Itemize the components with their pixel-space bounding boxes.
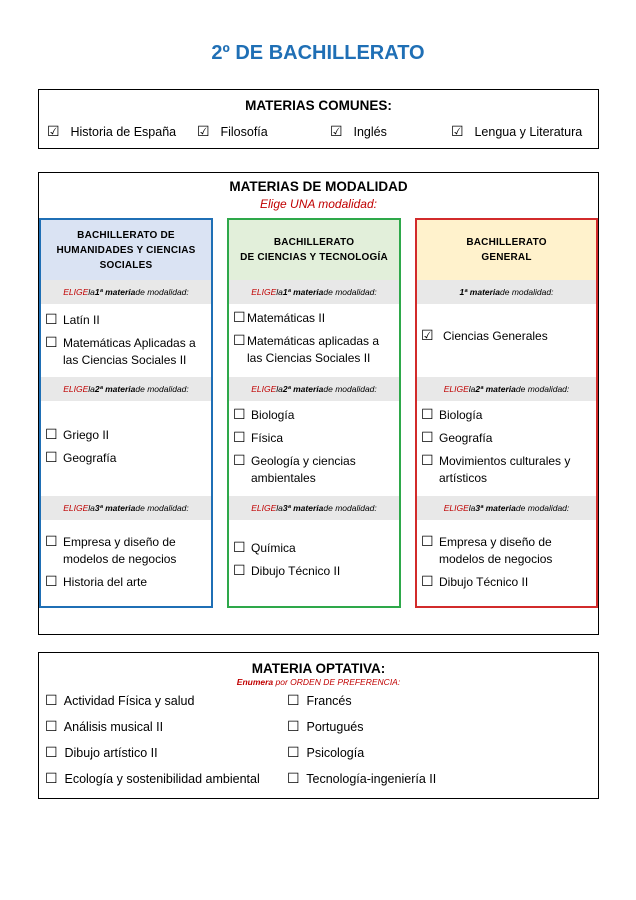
option-fisica[interactable]: ☐ Física [233, 430, 284, 446]
option-movimientos-culturales[interactable]: ☐ Movimientos culturales y artísticos [421, 453, 571, 485]
checkbox-icon[interactable]: ☐ [421, 453, 434, 469]
checkbox-icon[interactable]: ☐ [287, 693, 300, 709]
option-dibujo-tecnico[interactable]: ☐ Dibujo Técnico II [233, 563, 341, 579]
option-matematicas-aplicadas-cs[interactable]: ☐ Matemáticas aplicadas a las Ciencias Sociales II [233, 333, 380, 365]
option-historia-arte[interactable]: ☐ Historia del arte [45, 574, 148, 590]
option-griego[interactable]: ☐ Griego II [45, 427, 110, 443]
optativa-left-3[interactable]: ☐ Ecología y sostenibilidad ambiental [45, 771, 260, 787]
option-matematicas-aplicadas[interactable]: ☐ Matemáticas Aplicadas a las Ciencias Sociales II [45, 335, 196, 367]
modalidad-subtitle: Elige UNA modalidad: [260, 197, 377, 211]
materias-modalidad-box [38, 172, 599, 635]
option-ciencias-generales[interactable]: ☑ Ciencias Generales [421, 328, 548, 344]
option-biologia-general[interactable]: ☐ Biología [421, 407, 483, 423]
materias-comunes-heading: MATERIAS COMUNES: [245, 98, 392, 113]
checkbox-icon[interactable]: ☐ [421, 407, 434, 423]
band-segunda-materia: ELIGE la 2ª materia de modalidad: [41, 377, 211, 401]
column-humanidades-header: BACHILLERATO DE HUMANIDADES Y CIENCIAS SOCIALES [41, 220, 211, 280]
checkbox-icon[interactable]: ☐ [233, 430, 246, 446]
materia-optativa-heading: MATERIA OPTATIVA: [251, 661, 386, 676]
band-tercera-materia: ELIGE la 3ª materia de modalidad: [41, 496, 211, 520]
option-biologia[interactable]: ☐ Biología [233, 407, 295, 423]
checkbox-icon[interactable]: ☐ [233, 407, 246, 423]
option-empresa-general[interactable]: ☐ Empresa y diseño de modelos de negocios [421, 534, 553, 566]
optativa-left-0[interactable]: ☐ Actividad Física y salud [45, 693, 195, 709]
checkbox-icon[interactable]: ☐ [233, 540, 246, 556]
option-geografia[interactable]: ☐ Geografía [45, 450, 117, 466]
column-humanidades [39, 218, 213, 608]
option-geologia[interactable]: ☐ Geología y ciencias ambientales [233, 453, 356, 485]
checkbox-icon[interactable]: ☐ [45, 450, 58, 466]
page-title: 2º DE BACHILLERATO [211, 42, 425, 64]
checkbox-icon[interactable]: ☐ [45, 574, 58, 590]
optativa-right-1[interactable]: ☐ Portugués [287, 719, 364, 735]
materias-modalidad-heading: MATERIAS DE MODALIDAD [229, 179, 408, 194]
band-primera-materia: 1ª materia de modalidad: [417, 280, 596, 304]
checkbox-icon[interactable]: ☐ [45, 745, 58, 761]
checkbox-icon[interactable]: ☐ [287, 771, 300, 787]
comun-item-filosofia[interactable]: ☑ Filosofía [197, 124, 268, 140]
option-latin[interactable]: ☐ Latín II [45, 312, 100, 328]
option-geografia-general[interactable]: ☐ Geografía [421, 430, 493, 446]
materias-comunes-box [38, 89, 599, 149]
band-segunda-materia: ELIGE la 2ª materia de modalidad: [229, 377, 399, 401]
optativa-right-0[interactable]: ☐ Francés [287, 693, 352, 709]
band-primera-materia: ELIGE la 1ª materia de modalidad: [229, 280, 399, 304]
band-primera-materia: ELIGE la 1ª materia de modalidad: [41, 280, 211, 304]
checked-box-icon[interactable]: ☑ [47, 124, 60, 140]
optativa-left-1[interactable]: ☐ Análisis musical II [45, 719, 164, 735]
comun-item-historia[interactable]: ☑ Historia de España [47, 124, 177, 140]
checkbox-icon[interactable]: ☐ [421, 534, 434, 550]
comun-item-lengua[interactable]: ☑ Lengua y Literatura [451, 124, 583, 140]
checkbox-icon[interactable]: ☐ [45, 312, 58, 328]
optativa-right-2[interactable]: ☐ Psicología [287, 745, 365, 761]
band-segunda-materia: ELIGE la 2ª materia de modalidad: [417, 377, 596, 401]
checkbox-icon[interactable]: ☐ [287, 745, 300, 761]
checkbox-icon[interactable]: ☐ [287, 719, 300, 735]
checkbox-icon[interactable]: ☐ [45, 335, 58, 351]
checkbox-icon[interactable]: ☐ [45, 427, 58, 443]
materia-optativa-box [38, 652, 599, 799]
checkbox-icon[interactable]: ☐ [421, 430, 434, 446]
column-general-header: BACHILLERATO GENERAL [417, 220, 596, 280]
optativa-subtitle: Enumera por ORDEN DE PREFERENCIA: [236, 677, 401, 687]
checkbox-icon[interactable]: ☐ [45, 534, 58, 550]
checkbox-icon[interactable]: ☐ [233, 453, 246, 469]
checkbox-icon[interactable]: ☐ [421, 574, 434, 590]
checkbox-icon[interactable]: ☐ [233, 310, 246, 326]
column-ciencias [227, 218, 401, 608]
option-quimica[interactable]: ☐ Química [233, 540, 296, 556]
option-dibujo-tecnico-general[interactable]: ☐ Dibujo Técnico II [421, 574, 529, 590]
optativa-right-3[interactable]: ☐ Tecnología-ingeniería II [287, 771, 437, 787]
option-matematicas[interactable]: ☐ Matemáticas II [233, 310, 326, 326]
checkbox-icon[interactable]: ☐ [45, 719, 58, 735]
comun-item-ingles[interactable]: ☑ Inglés [330, 124, 387, 140]
checked-box-icon[interactable]: ☑ [197, 124, 210, 140]
band-tercera-materia: ELIGE la 3ª materia de modalidad: [229, 496, 399, 520]
option-empresa[interactable]: ☐ Empresa y diseño de modelos de negocios [45, 534, 177, 566]
checked-box-icon[interactable]: ☑ [330, 124, 343, 140]
checked-box-icon[interactable]: ☑ [451, 124, 464, 140]
checked-box-icon[interactable]: ☑ [421, 328, 434, 344]
checkbox-icon[interactable]: ☐ [233, 563, 246, 579]
checkbox-icon[interactable]: ☐ [45, 693, 58, 709]
checkbox-icon[interactable]: ☐ [233, 333, 246, 349]
checkbox-icon[interactable]: ☐ [45, 771, 58, 787]
column-ciencias-header: BACHILLERATO DE CIENCIAS Y TECNOLOGÍA [229, 220, 399, 280]
column-general [415, 218, 598, 608]
optativa-left-2[interactable]: ☐ Dibujo artístico II [45, 745, 158, 761]
band-tercera-materia: ELIGE la 3ª materia de modalidad: [417, 496, 596, 520]
